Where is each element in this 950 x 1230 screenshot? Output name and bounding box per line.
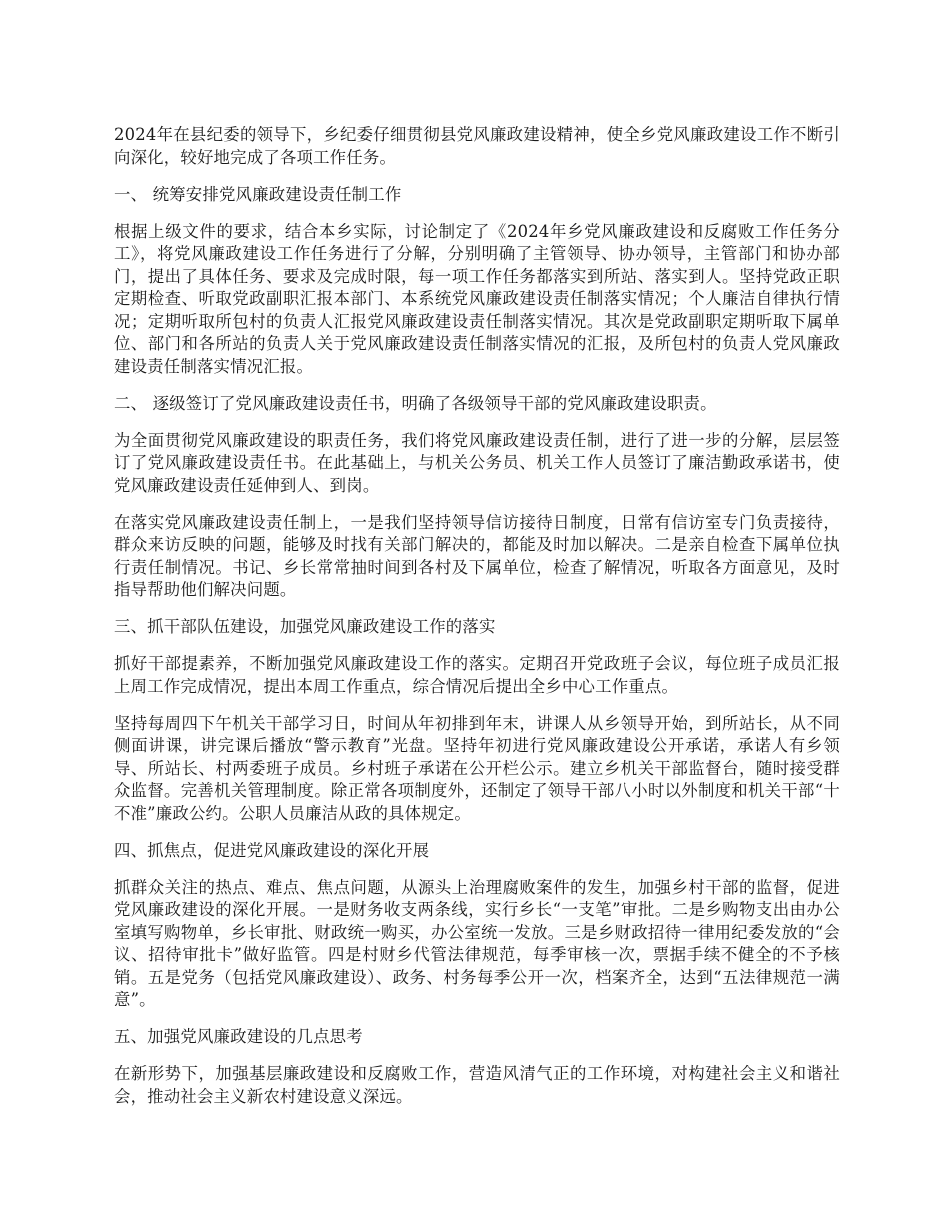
section-2-paragraph-2: 在落实党风廉政建设责任制上，一是我们坚持领导信访接待日制度，日常有信访室专门负责接待，群众来访反映的问题，能够及时找有关部门解决的，都能及时加以解决。二是亲自检查下属单位执行责任制情况。书记、乡长常常抽时间到各村及下属单位，检查了解情况，听取各方面意见，及时指导帮助他们解决问题。 xyxy=(114,512,840,599)
section-4-paragraph: 抓群众关注的热点、难点、焦点问题，从源头上治理腐败案件的发生，加强乡村干部的监督，促进党风廉政建设的深化开展。一是财务收支两条线，实行乡长“一支笔”审批。二是乡购物支出由办公室填写购物单，乡长审批、财政统一购买，办公室统一发放。三是乡财政招待一律用纪委发放的“会议、招待审批卡”做好监管。四是村财乡代管法律规范，每季审核一次，票据手续不健全的不予核销。五是党务（包括党风廉政建设）、政务、村务每季公开一次，档案齐全，达到“五法律规范一满意”。 xyxy=(114,877,840,1009)
section-5-paragraph: 在新形势下，加强基层廉政建设和反腐败工作，营造风清气正的工作环境，对构建社会主义和谐社会，推动社会主义新农村建设意义深远。 xyxy=(114,1064,840,1106)
section-heading-3: 三、抓干部队伍建设，加强党风廉政建设工作的落实 xyxy=(114,617,496,636)
document-body xyxy=(114,124,840,1123)
section-1-paragraph: 根据上级文件的要求，结合本乡实际，讨论制定了《2024年乡党风廉政建设和反腐败工作任务分工》，将党风廉政建设工作任务进行了分解，分别明确了主管领导、协办领导，主管部门和协办部门，提出了具体任务、要求及完成时限，每一项工作任务都落实到所站、落实到人。坚持党政正职定期检查、听取党政副职汇报本部门、本系统党风廉政建设责任制落实情况；个人廉洁自律执行情况；定期听取所包村的负责人汇报党风廉政建设责任制落实情况。其次是党政副职定期听取下属单位、部门和各所站的负责人关于党风廉政建设责任制落实情况的汇报，及所包村的负责人党风廉政建设责任制落实情况汇报。 xyxy=(114,221,840,376)
section-2-paragraph-1: 为全面贯彻党风廉政建设的职责任务，我们将党风廉政建设责任制，进行了进一步的分解，层层签订了党风廉政建设责任书。在此基础上，与机关公务员、机关工作人员签订了廉洁勤政承诺书，使党风廉政建设责任延伸到人、到岗。 xyxy=(114,430,840,495)
section-3-paragraph-1: 抓好干部提素养，不断加强党风廉政建设工作的落实。定期召开党政班子会议，每位班子成员汇报上周工作完成情况，提出本周工作重点，综合情况后提出全乡中心工作重点。 xyxy=(114,654,840,696)
section-heading-5: 五、加强党风廉政建设的几点思考 xyxy=(114,1027,363,1046)
section-heading-2: 二、 逐级签订了党风廉政建设责任书，明确了各级领导干部的党风廉政建设职责。 xyxy=(114,393,717,413)
section-3-paragraph-2: 坚持每周四下午机关干部学习日，时间从年初排到年末，讲课人从乡领导开始，到所站长，从不同侧面讲课，讲完课后播放“警示教育”光盘。坚持年初进行党风廉政建设公开承诺，承诺人有乡领导、所站长、村两委班子成员。乡村班子承诺在公开栏公示。建立乡机关干部监督台，随时接受群众监督。完善机关管理制度。除正常各项制度外，还制定了领导干部八小时以外制度和机关干部“十不准”廉政公约。公职人员廉洁从政的具体规定。 xyxy=(114,713,840,823)
section-heading-4: 四、抓焦点，促进党风廉政建设的深化开展 xyxy=(114,840,430,860)
intro-paragraph: 2024年在县纪委的领导下，乡纪委仔细贯彻县党风廉政建设精神，使全乡党风廉政建设工作不断引向深化，较好地完成了各项工作任务。 xyxy=(114,125,840,167)
section-heading-1: 一、 统筹安排党风廉政建设责任制工作 xyxy=(114,184,402,204)
